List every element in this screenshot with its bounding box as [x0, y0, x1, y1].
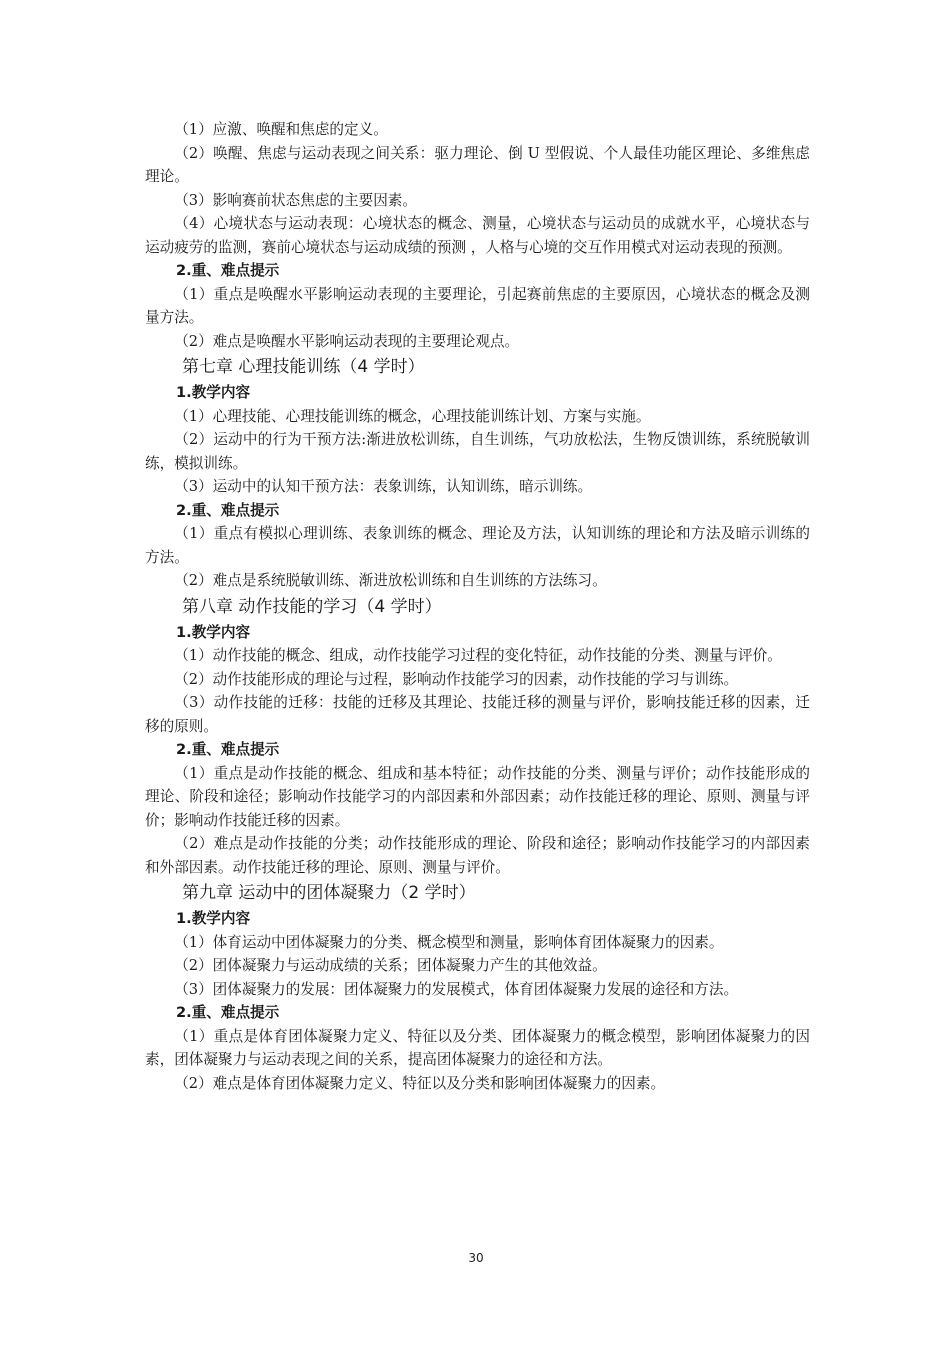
section-subheading: 1.教学内容 [176, 623, 251, 641]
chapter-heading: 第八章 动作技能的学习（4 学时） [182, 596, 442, 617]
paragraph: （3）运动中的认知干预方法：表象训练，认知训练，暗示训练。 [174, 478, 593, 495]
paragraph: （2）唤醒、焦虑与运动表现之间关系：驱力理论、倒 U 型假说、个人最佳功能区理论、多维焦虑理论。 [145, 144, 810, 185]
section-subheading: 1.教学内容 [176, 910, 251, 927]
paragraph: （1）动作技能的概念、组成，动作技能学习过程的变化特征，动作技能的分类、测量与评价。 [174, 647, 782, 664]
section-subheading: 2.重、难点提示 [176, 741, 280, 758]
paragraph: （3）动作技能的迁移：技能的迁移及其理论、技能迁移的测量与评价，影响技能迁移的因素，迁移的原则。 [145, 694, 810, 735]
paragraph: （2）难点是体育团体凝聚力定义、特征以及分类和影响团体凝聚力的因素。 [174, 1074, 666, 1092]
paragraph: （1）重点有模拟心理训练、表象训练的概念、理论及方法，认知训练的理论和方法及暗示训练的方法。 [145, 525, 810, 566]
section-subheading: 2.重、难点提示 [176, 1004, 280, 1021]
paragraph: （3）团体凝聚力的发展：团体凝聚力的发展模式，体育团体凝聚力发展的途径和方法。 [174, 980, 739, 998]
paragraph: （4）心境状态与运动表现：心境状态的概念、测量，心境状态与运动员的成就水平，心境状态与运动疲劳的监测，赛前心境状态与运动成绩的预测 ，人格与心境的交互作用模式对运动表现的预测。 [145, 215, 810, 256]
paragraph: （2）团体凝聚力与运动成绩的关系；团体凝聚力产生的其他效益。 [174, 957, 607, 974]
paragraph: （1）重点是体育团体凝聚力定义、特征以及分类、团体凝聚力的概念模型，影响团体凝聚力的因素，团体凝聚力与运动表现之间的关系，提高团体凝聚力的途径和方法。 [145, 1027, 810, 1068]
section-subheading: 2.重、难点提示 [176, 501, 280, 519]
paragraph: （1）应激、唤醒和焦虑的定义。 [174, 121, 388, 138]
page-body [145, 118, 810, 1095]
paragraph: （2）难点是动作技能的分类；动作技能形成的理论、阶段和途径；影响动作技能学习的内部因素和外部因素。动作技能迁移的理论、原则、测量与评价。 [145, 835, 810, 876]
paragraph: （1）重点是动作技能的概念、组成和基本特征；动作技能的分类、测量与评价；动作技能形成的理论、阶段和途径；影响动作技能学习的内部因素和外部因素；动作技能迁移的理论、原则、测量与评价；影响动作技能迁移的因素。 [145, 764, 810, 829]
paragraph: （2）难点是系统脱敏训练、渐进放松训练和自生训练的方法练习。 [174, 572, 607, 589]
paragraph: （1）重点是唤醒水平影响运动表现的主要理论，引起赛前焦虑的主要原因，心境状态的概念及测量方法。 [145, 285, 810, 326]
paragraph: （2）运动中的行为干预方法:渐进放松训练，自生训练，气功放松法，生物反馈训练，系统脱敏训练，模拟训练。 [145, 431, 810, 472]
section-subheading: 1.教学内容 [176, 384, 251, 401]
section-subheading: 2.重、难点提示 [176, 262, 280, 279]
paragraph: （3）影响赛前状态焦虑的主要因素。 [174, 191, 417, 209]
paragraph: （1）体育运动中团体凝聚力的分类、概念模型和测量，影响体育团体凝聚力的因素。 [174, 933, 724, 951]
paragraph: （1）心理技能、心理技能训练的概念，心理技能训练计划、方案与实施。 [174, 407, 651, 425]
paragraph: （2）难点是唤醒水平影响运动表现的主要理论观点。 [174, 332, 520, 350]
page-number: 30 [468, 1251, 484, 1265]
chapter-heading: 第七章 心理技能训练（4 学时） [182, 357, 425, 377]
chapter-heading: 第九章 运动中的团体凝聚力（2 学时） [182, 883, 476, 903]
paragraph: （2）动作技能形成的理论与过程，影响动作技能学习的因素，动作技能的学习与训练。 [174, 670, 739, 688]
